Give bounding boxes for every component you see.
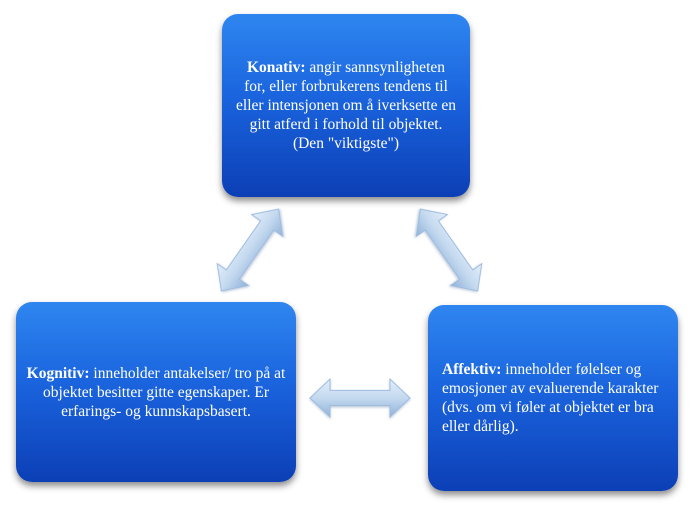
kognitiv-description (26, 364, 286, 421)
kognitiv-term: Kognitiv: (26, 364, 90, 382)
konativ-text: angir sannsynligheten for, eller forbrukerens tendens til eller intensjonen om å iverksette en gitt atferd i forhold til objektet. (Den "viktigste") (236, 59, 456, 152)
affektiv-box (428, 305, 678, 491)
double-arrow-icon (310, 379, 410, 417)
affektiv-text: inneholder følelser og emosjoner av evaluerende karakter (dvs. om vi føler at objektet er bra eller dårlig). (442, 361, 659, 435)
double-arrow-icon (405, 198, 493, 302)
kognitiv-box (16, 302, 296, 482)
konativ-box (222, 14, 470, 197)
affektiv-description (442, 360, 666, 436)
konativ-description (236, 58, 456, 153)
affektiv-term: Affektiv: (442, 361, 502, 378)
kognitiv-text: inneholder antakelser/ tro på at objektet besitter gitte egenskaper. Er erfarings- og kunnskapsbasert. (43, 364, 286, 420)
double-arrow-icon (206, 198, 294, 302)
konativ-term: Konativ: (246, 59, 306, 76)
